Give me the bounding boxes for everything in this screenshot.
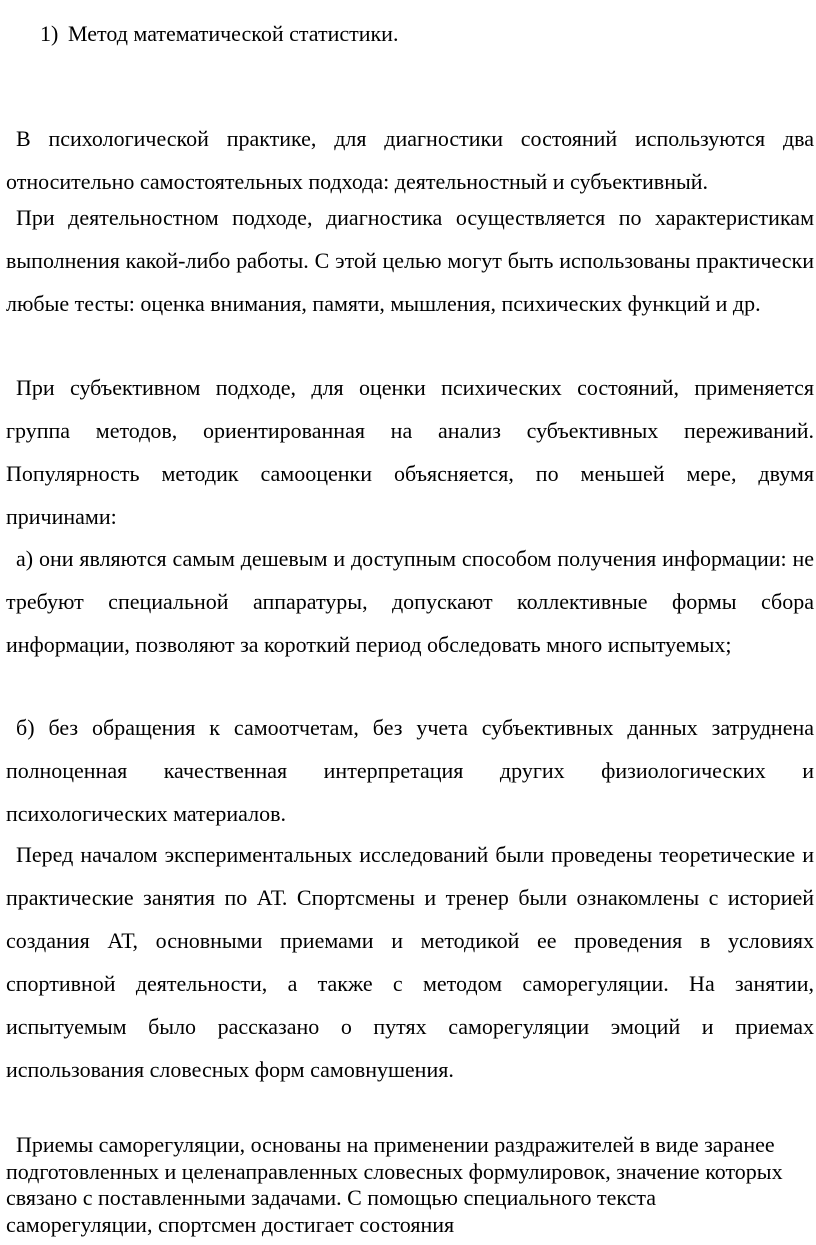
paragraph-subjective-approach: При субъективном подходе, для оценки психических состояний, применяется группа методов, ориентированная на анализ субъективных переживаний. Популярность методик самооценки объясняется, по меньшей мере, двумя причинами: bbox=[6, 375, 814, 529]
section-title: Метод математической статистики. bbox=[68, 21, 399, 46]
paragraph-activity-approach: При деятельностном подходе, диагностика осуществляется по характеристикам выполнения какой-либо работы. С этой целью могут быть использованы практически любые тесты: оценка внимания, памяти, мышления, психических функций и др. bbox=[6, 205, 814, 316]
paragraph-self-regulation: Приемы саморегуляции, основаны на применении раздражителей в виде заранее подготовленных и целенаправленных словесных формулировок, значение которых связано с поставленными задачами. С помощью специального текста саморегуляции, спортсмен достигает состояния bbox=[6, 1132, 783, 1237]
paragraph-reason-a: а) они являются самым дешевым и доступным способом получения информации: не требуют специальной аппаратуры, допускают коллективные формы сбора информации, позволяют за короткий период обследовать много испытуемых; bbox=[6, 546, 814, 657]
section-number: 1) bbox=[40, 21, 59, 46]
paragraph-at-training: Перед началом экспериментальных исследований были проведены теоретические и практические занятия по АТ. Спортсмены и тренер были ознакомлены с историей создания АТ, основными приемами и методикой ее проведения в условиях спортивной деятельности, а также с методом саморегуляции. На занятии, испытуемым было рассказано о путях саморегуляции эмоций и приемах использования словесных форм самовнушения. bbox=[6, 842, 814, 1082]
section-heading bbox=[40, 20, 398, 48]
paragraph-approaches: В психологической практике, для диагностики состояний используются два относительно самостоятельных подхода: деятельностный и субъективный. bbox=[6, 126, 814, 194]
paragraph-reason-b: б) без обращения к самоотчетам, без учета субъективных данных затруднена полноценная качественная интерпретация других физиологических и психологических материалов. bbox=[6, 715, 814, 826]
